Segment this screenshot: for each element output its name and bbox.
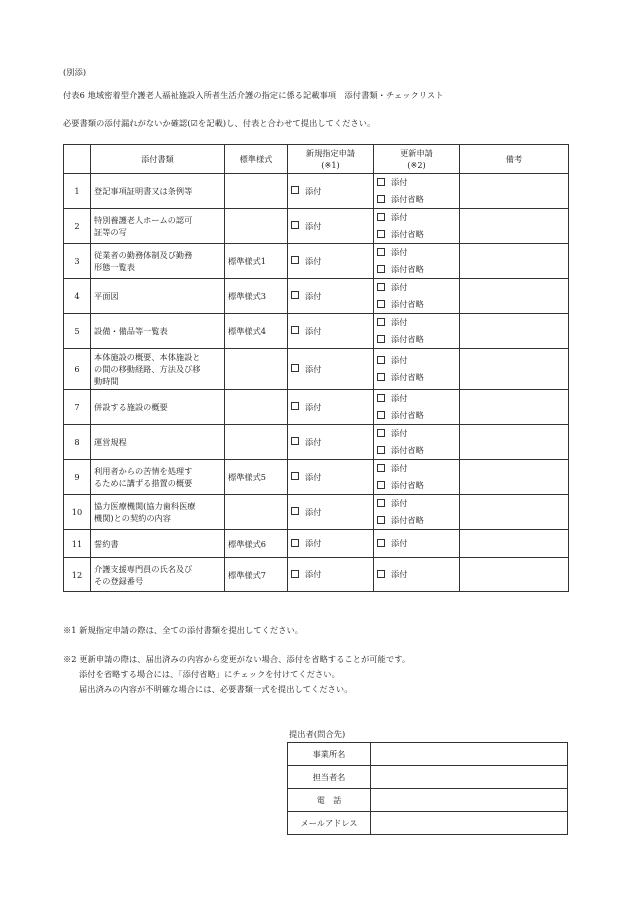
document-name-line: 機関)との契約の内容 [94, 513, 171, 523]
document-title: 付表6 地域密着型介護老人福祉施設入所者生活介護の指定に係る記載事項 添付書類・チェックリスト [63, 90, 444, 100]
renewal-omit-option[interactable] [377, 407, 456, 424]
submitter-row [288, 766, 568, 789]
renewal-attach-label: 添付 [391, 569, 408, 579]
new-attach-option[interactable] [291, 566, 370, 583]
renewal-omit-option[interactable] [377, 331, 456, 348]
renewal-application-cell [374, 349, 460, 390]
new-attach-label: 添付 [305, 436, 322, 447]
submitter-field-label: 事業所名 [288, 743, 371, 766]
remarks-cell[interactable] [460, 209, 569, 244]
document-name [91, 425, 225, 460]
renewal-attach-label: 添付 [391, 282, 408, 292]
renewal-attach-label: 添付 [391, 428, 408, 438]
attachment-checklist-table [63, 144, 569, 592]
table-row [64, 244, 569, 279]
remarks-cell[interactable] [460, 558, 569, 592]
table-row [64, 174, 569, 209]
renewal-application-cell [374, 460, 460, 495]
header-standard-form: 標準様式 [225, 145, 288, 174]
renewal-omit-label: 添付省略 [391, 299, 424, 309]
renewal-omit-option[interactable] [377, 512, 456, 529]
table-row [64, 390, 569, 425]
standard-form: 標準様式4 [225, 314, 288, 349]
renewal-attach-option[interactable] [377, 566, 456, 583]
table-row [64, 209, 569, 244]
new-application-cell [288, 460, 374, 495]
renewal-attach-option[interactable] [377, 460, 456, 477]
renewal-attach-option[interactable] [377, 174, 456, 191]
document-name-line: 証等の写 [94, 227, 127, 237]
new-attach-label: 添付 [305, 471, 322, 482]
new-attach-option[interactable] [291, 399, 370, 416]
header-no [64, 145, 91, 174]
renewal-application-cell [374, 314, 460, 349]
new-attach-option[interactable] [291, 535, 370, 552]
table-header-row [64, 145, 569, 174]
footnote-2-line2: 添付を省略する場合には、「添付省略」にチェックを付けてください。 [79, 669, 340, 679]
document-name-line: 平面図 [94, 291, 119, 301]
table-row [64, 314, 569, 349]
checkbox-icon[interactable] [377, 318, 385, 326]
row-number: 5 [64, 314, 91, 349]
standard-form [225, 209, 288, 244]
checkbox-icon[interactable] [377, 283, 385, 291]
renewal-attach-option[interactable] [377, 244, 456, 261]
submitter-row [288, 789, 568, 812]
renewal-application-cell [374, 279, 460, 314]
remarks-cell[interactable] [460, 174, 569, 209]
renewal-omit-label: 添付省略 [391, 229, 424, 239]
renewal-application-cell [374, 174, 460, 209]
renewal-omit-option[interactable] [377, 261, 456, 278]
remarks-cell[interactable] [460, 390, 569, 425]
new-attach-label: 添付 [305, 363, 322, 374]
checkbox-icon[interactable] [377, 178, 385, 186]
row-number: 4 [64, 279, 91, 314]
renewal-attach-label: 添付 [391, 498, 408, 508]
document-name [91, 495, 225, 530]
checkbox-icon[interactable] [377, 516, 385, 524]
submitter-field-value[interactable] [371, 789, 568, 812]
submitter-field-value[interactable] [371, 812, 568, 835]
submitter-field-label: 電 話 [288, 789, 371, 812]
renewal-omit-label: 添付省略 [391, 515, 424, 525]
new-attach-option[interactable] [291, 323, 370, 340]
submitter-caption: 提出者(問合先) [289, 729, 346, 739]
row-number: 3 [64, 244, 91, 279]
document-name-line: 登記事項証明書又は条例等 [94, 186, 193, 196]
standard-form: 標準様式7 [225, 558, 288, 592]
table-row [64, 349, 569, 390]
checkbox-icon[interactable] [291, 364, 299, 372]
renewal-omit-label: 添付省略 [391, 194, 424, 204]
new-application-cell [288, 558, 374, 592]
checkbox-icon[interactable] [291, 291, 299, 299]
remarks-cell[interactable] [460, 495, 569, 530]
document-name-line: 運営規程 [94, 437, 127, 447]
renewal-attach-label: 添付 [391, 317, 408, 327]
new-attach-label: 添付 [305, 255, 322, 266]
checkbox-icon[interactable] [291, 539, 299, 547]
standard-form [225, 425, 288, 460]
footnote-2-line3: 届出済みの内容が不明確な場合には、必要書類一式を提出してください。 [79, 684, 353, 694]
renewal-attach-label: 添付 [391, 463, 408, 473]
attachment-label: (別添) [63, 67, 87, 77]
renewal-application-cell [374, 558, 460, 592]
renewal-omit-option[interactable] [377, 369, 456, 386]
new-application-cell [288, 390, 374, 425]
row-number: 2 [64, 209, 91, 244]
new-attach-option[interactable] [291, 434, 370, 451]
checkbox-icon[interactable] [377, 411, 385, 419]
new-attach-option[interactable] [291, 504, 370, 521]
renewal-omit-option[interactable] [377, 477, 456, 494]
checkbox-icon[interactable] [377, 481, 385, 489]
header-renewal-application [374, 145, 460, 174]
renewal-application-cell [374, 390, 460, 425]
checkbox-icon[interactable] [377, 195, 385, 203]
checkbox-icon[interactable] [291, 570, 299, 578]
document-name-line: 併設する施設の概要 [94, 402, 168, 412]
renewal-attach-option[interactable] [377, 495, 456, 512]
row-number: 6 [64, 349, 91, 390]
new-application-cell [288, 209, 374, 244]
renewal-omit-label: 添付省略 [391, 445, 424, 455]
new-application-cell [288, 349, 374, 390]
submitter-field-label: 担当者名 [288, 766, 371, 789]
renewal-application-cell [374, 495, 460, 530]
new-application-cell [288, 495, 374, 530]
checkbox-icon[interactable] [377, 335, 385, 343]
footnote-2-line1: ※2 更新申請の際は、届出済みの内容から変更がない場合、添付を省略することが可能です。 [63, 654, 411, 664]
renewal-omit-option[interactable] [377, 226, 456, 243]
new-attach-option[interactable] [291, 218, 370, 235]
renewal-omit-label: 添付省略 [391, 334, 424, 344]
submitter-field-label: メールアドレス [288, 812, 371, 835]
header-new-label: 新規指定申請 [305, 148, 356, 158]
checkbox-icon[interactable] [291, 221, 299, 229]
table-row [64, 495, 569, 530]
checkbox-icon[interactable] [377, 429, 385, 437]
document-name [91, 530, 225, 558]
row-number: 1 [64, 174, 91, 209]
table-row [64, 460, 569, 495]
standard-form: 標準様式1 [225, 244, 288, 279]
remarks-cell[interactable] [460, 244, 569, 279]
row-number: 10 [64, 495, 91, 530]
checkbox-icon[interactable] [377, 373, 385, 381]
checkbox-icon[interactable] [377, 213, 385, 221]
new-application-cell [288, 530, 374, 558]
header-renewal-label: 更新申請 [400, 148, 433, 158]
document-name-line: の間の移動経路、方法及び移 [94, 364, 201, 374]
document-name [91, 279, 225, 314]
renewal-omit-label: 添付省略 [391, 264, 424, 274]
header-remarks: 備考 [460, 145, 569, 174]
renewal-application-cell [374, 244, 460, 279]
document-name [91, 209, 225, 244]
checkbox-icon[interactable] [377, 248, 385, 256]
renewal-omit-option[interactable] [377, 442, 456, 459]
new-attach-option[interactable] [291, 361, 370, 378]
renewal-omit-label: 添付省略 [391, 372, 424, 382]
new-attach-label: 添付 [305, 325, 322, 336]
renewal-application-cell [374, 530, 460, 558]
checkbox-icon[interactable] [377, 464, 385, 472]
renewal-application-cell [374, 425, 460, 460]
renewal-attach-label: 添付 [391, 177, 408, 187]
document-name [91, 174, 225, 209]
new-attach-label: 添付 [305, 290, 322, 301]
renewal-omit-label: 添付省略 [391, 480, 424, 490]
standard-form: 標準様式3 [225, 279, 288, 314]
checkbox-icon[interactable] [377, 265, 385, 273]
submitter-row [288, 743, 568, 766]
table-row [64, 558, 569, 592]
document-name-line: 協力医療機関(協力歯科医療 [94, 501, 196, 511]
document-name [91, 558, 225, 592]
renewal-application-cell [374, 209, 460, 244]
instruction-text: 必要書類の添付漏れがないか確認(☑を記載)し、付表と合わせて提出してください。 [63, 118, 376, 128]
standard-form [225, 390, 288, 425]
header-new-application [288, 145, 374, 174]
document-name-line: 設備・備品等一覧表 [94, 326, 168, 336]
submitter-table [287, 742, 568, 835]
renewal-omit-option[interactable] [377, 296, 456, 313]
document-name [91, 349, 225, 390]
document-name-line: 従業者の勤務体制及び勤務 [94, 250, 193, 260]
document-name-line: るために講ずる措置の概要 [94, 478, 193, 488]
standard-form [225, 495, 288, 530]
checkbox-icon[interactable] [291, 326, 299, 334]
new-attach-label: 添付 [305, 185, 322, 196]
new-attach-option[interactable] [291, 469, 370, 486]
table-row [64, 530, 569, 558]
renewal-attach-label: 添付 [391, 247, 408, 257]
checkbox-icon[interactable] [291, 472, 299, 480]
renewal-attach-label: 添付 [391, 355, 408, 365]
renewal-attach-label: 添付 [391, 538, 408, 548]
row-number: 7 [64, 390, 91, 425]
checkbox-icon[interactable] [291, 186, 299, 194]
renewal-attach-label: 添付 [391, 393, 408, 403]
header-attached-docs: 添付書類 [91, 145, 225, 174]
row-number: 12 [64, 558, 91, 592]
checkbox-icon[interactable] [377, 230, 385, 238]
renewal-attach-label: 添付 [391, 212, 408, 222]
submitter-field-value[interactable] [371, 766, 568, 789]
checkbox-icon[interactable] [377, 300, 385, 308]
remarks-cell[interactable] [460, 279, 569, 314]
renewal-attach-option[interactable] [377, 425, 456, 442]
document-name-line: その登録番号 [94, 575, 144, 586]
remarks-cell[interactable] [460, 314, 569, 349]
row-number: 8 [64, 425, 91, 460]
new-application-cell [288, 425, 374, 460]
new-attach-label: 添付 [305, 401, 322, 412]
row-number: 11 [64, 530, 91, 558]
standard-form [225, 349, 288, 390]
new-application-cell [288, 244, 374, 279]
new-attach-label: 添付 [305, 569, 322, 579]
submitter-field-value[interactable] [371, 743, 568, 766]
document-name-line: 利用者からの苦情を処理す [94, 466, 193, 476]
row-number: 9 [64, 460, 91, 495]
document-name-line: 介護支援専門員の氏名及び [94, 563, 193, 574]
checkbox-icon[interactable] [291, 437, 299, 445]
new-application-cell [288, 174, 374, 209]
checkbox-icon[interactable] [291, 256, 299, 264]
document-name-line: 形態一覧表 [94, 262, 135, 272]
checkbox-icon[interactable] [377, 356, 385, 364]
footnote-1: ※1 新規指定申請の際は、全ての添付書類を提出してください。 [63, 625, 304, 635]
checkbox-icon[interactable] [377, 394, 385, 402]
submitter-row [288, 812, 568, 835]
checkbox-icon[interactable] [291, 402, 299, 410]
document-name [91, 390, 225, 425]
document-name-line: 本体施設の概要、本体施設と [94, 352, 201, 362]
remarks-cell[interactable] [460, 349, 569, 390]
checkbox-icon[interactable] [377, 499, 385, 507]
remarks-cell[interactable] [460, 425, 569, 460]
standard-form: 標準様式6 [225, 530, 288, 558]
renewal-attach-option[interactable] [377, 535, 456, 552]
table-row [64, 425, 569, 460]
document-name-line: 特別養護老人ホームの認可 [94, 215, 193, 225]
remarks-cell[interactable] [460, 460, 569, 495]
new-attach-label: 添付 [305, 506, 322, 517]
document-name-line: 動時間 [94, 376, 119, 386]
renewal-attach-option[interactable] [377, 390, 456, 407]
new-application-cell [288, 314, 374, 349]
renewal-attach-option[interactable] [377, 352, 456, 369]
new-attach-option[interactable] [291, 288, 370, 305]
new-attach-label: 添付 [305, 538, 322, 548]
checkbox-icon[interactable] [377, 570, 385, 578]
remarks-cell[interactable] [460, 530, 569, 558]
document-name [91, 314, 225, 349]
new-attach-option[interactable] [291, 253, 370, 270]
renewal-attach-option[interactable] [377, 314, 456, 331]
new-application-cell [288, 279, 374, 314]
new-attach-option[interactable] [291, 183, 370, 200]
checkbox-icon[interactable] [291, 507, 299, 515]
renewal-omit-option[interactable] [377, 191, 456, 208]
new-attach-label: 添付 [305, 220, 322, 231]
renewal-omit-label: 添付省略 [391, 410, 424, 420]
checkbox-icon[interactable] [377, 446, 385, 454]
renewal-attach-option[interactable] [377, 279, 456, 296]
standard-form: 標準様式5 [225, 460, 288, 495]
document-name-line: 誓約書 [94, 538, 119, 549]
renewal-attach-option[interactable] [377, 209, 456, 226]
checkbox-icon[interactable] [377, 539, 385, 547]
header-new-note: (※1) [321, 160, 340, 170]
document-name [91, 244, 225, 279]
header-renewal-note: (※2) [407, 160, 426, 170]
document-name [91, 460, 225, 495]
standard-form [225, 174, 288, 209]
table-row [64, 279, 569, 314]
